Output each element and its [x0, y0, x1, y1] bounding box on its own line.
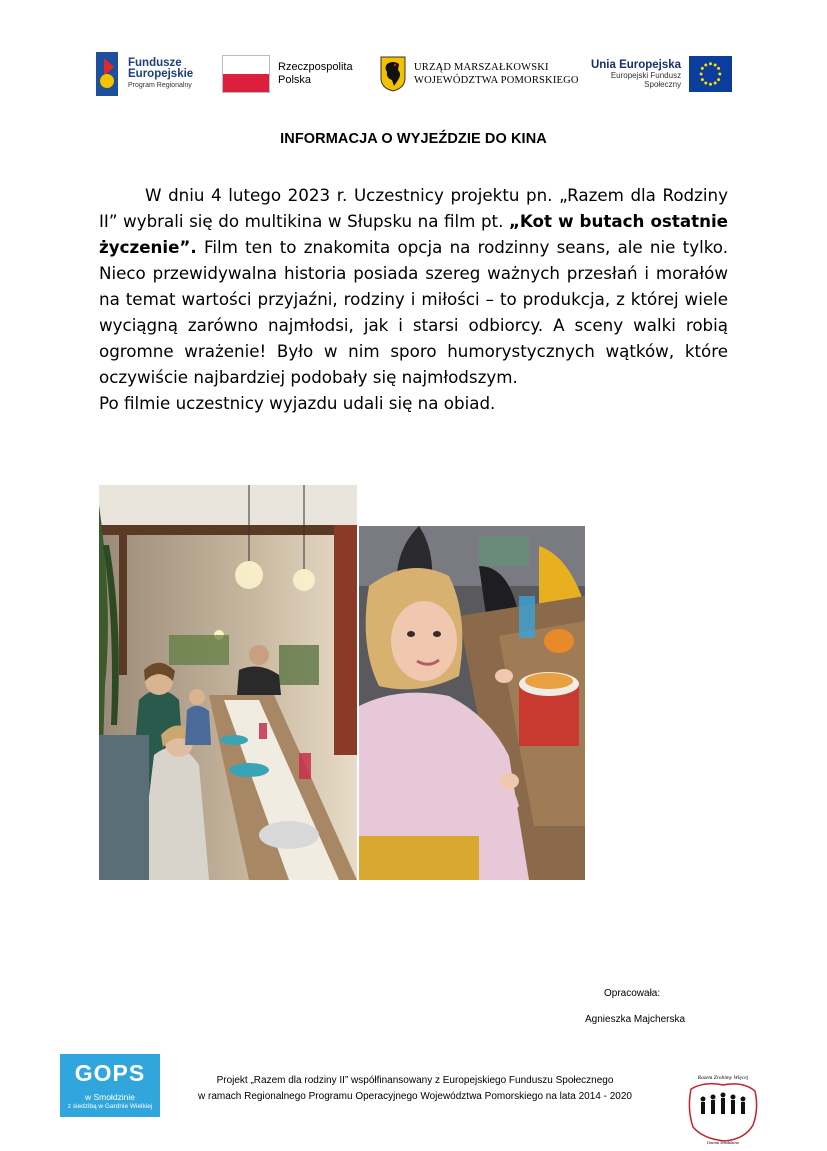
restaurant-dinner-photo [99, 485, 357, 880]
pom-line1: URZĄD MARSZAŁKOWSKI [414, 62, 549, 73]
pom-line2: WOJEWÓDZTWA POMORSKIEGO [414, 75, 579, 86]
footer-line1: Projekt „Razem dla rodziny II” współfinansowany z Europejskiego Funduszu Społecznego [216, 1075, 614, 1086]
paragraph-2: Po filmie uczestnicy wyjazdu udali się na obiad. [99, 393, 496, 413]
polish-flag-icon [222, 55, 270, 93]
unia-europejska-logo [579, 50, 732, 98]
urzad-marszalkowski-logo [380, 50, 579, 98]
rz-logo-bottom-text: Gmina Smołdzino [706, 1140, 740, 1145]
people-silhouette-icon [685, 1075, 761, 1145]
fe-line3: Program Regionalny [128, 81, 192, 89]
gops-seat: z siedzibą w Gardnie Wielkiej [67, 1103, 153, 1110]
rzeczpospolita-polska-logo [222, 50, 353, 98]
header-logos [96, 50, 732, 98]
fundusze-europejskie-logo [96, 50, 193, 98]
fe-line2: Europejskie [128, 67, 194, 80]
girl-eating-photo [359, 526, 585, 880]
footer-project-info [140, 1073, 690, 1105]
pl-line2: Polska [278, 74, 312, 86]
author-name: Agnieszka Majcherska [585, 1014, 686, 1025]
pomorskie-griffin-icon [380, 56, 406, 92]
film-title: „Kot w butach ostatnie życzenie”. [99, 211, 728, 257]
footer-line2: w ramach Regionalnego Programu Operacyjnego Województwa Pomorskiego na lata 2014 - 2020 [198, 1091, 632, 1102]
ue-line1: Unia Europejska [590, 59, 682, 71]
rz-logo-top-text: Razem Zrobimy Więcej [697, 1075, 749, 1081]
document-body [99, 182, 728, 416]
pl-line1: Rzeczpospolita [278, 61, 353, 73]
razem-zrobimy-wiecej-logo [685, 1075, 761, 1145]
fundusze-europejskie-icon [96, 52, 122, 96]
document-title: INFORMACJA O WYJEŹDZIE DO KINA [280, 131, 547, 147]
paragraph-1 [99, 182, 728, 390]
ue-line2: Europejski Fundusz Społeczny [610, 71, 682, 89]
paragraph-1-end: Film ten to znakomita opcja na rodzinny seans, ale nie tylko. Nieco przewidywalna historia posiada szereg ważnych przesłań i morałów na temat wartości przyjaźni, rodziny i miłości – to produkcja, z której wiele wyciągną zarówno najmłodsi, jak i starsi odbiorcy. A sceny walki robią ogromne wrażenie! Było w nim sporo humorystycznych wątków, które oczywiście najbardziej podobały się najmłodszym. [99, 237, 728, 387]
paragraph-1-start: W dniu 4 lutego 2023 r. Uczestnicy projektu pn. „Razem dla Rodziny II” wybrali się do multikina w Słupsku na film pt. [99, 185, 728, 231]
fe-line1: Fundusze [128, 56, 182, 69]
gops-name: GOPS [74, 1060, 146, 1086]
gops-location: w Smołdzinie [84, 1092, 136, 1102]
eu-flag-icon [689, 56, 732, 92]
prepared-by-label: Opracowała: [604, 988, 661, 999]
